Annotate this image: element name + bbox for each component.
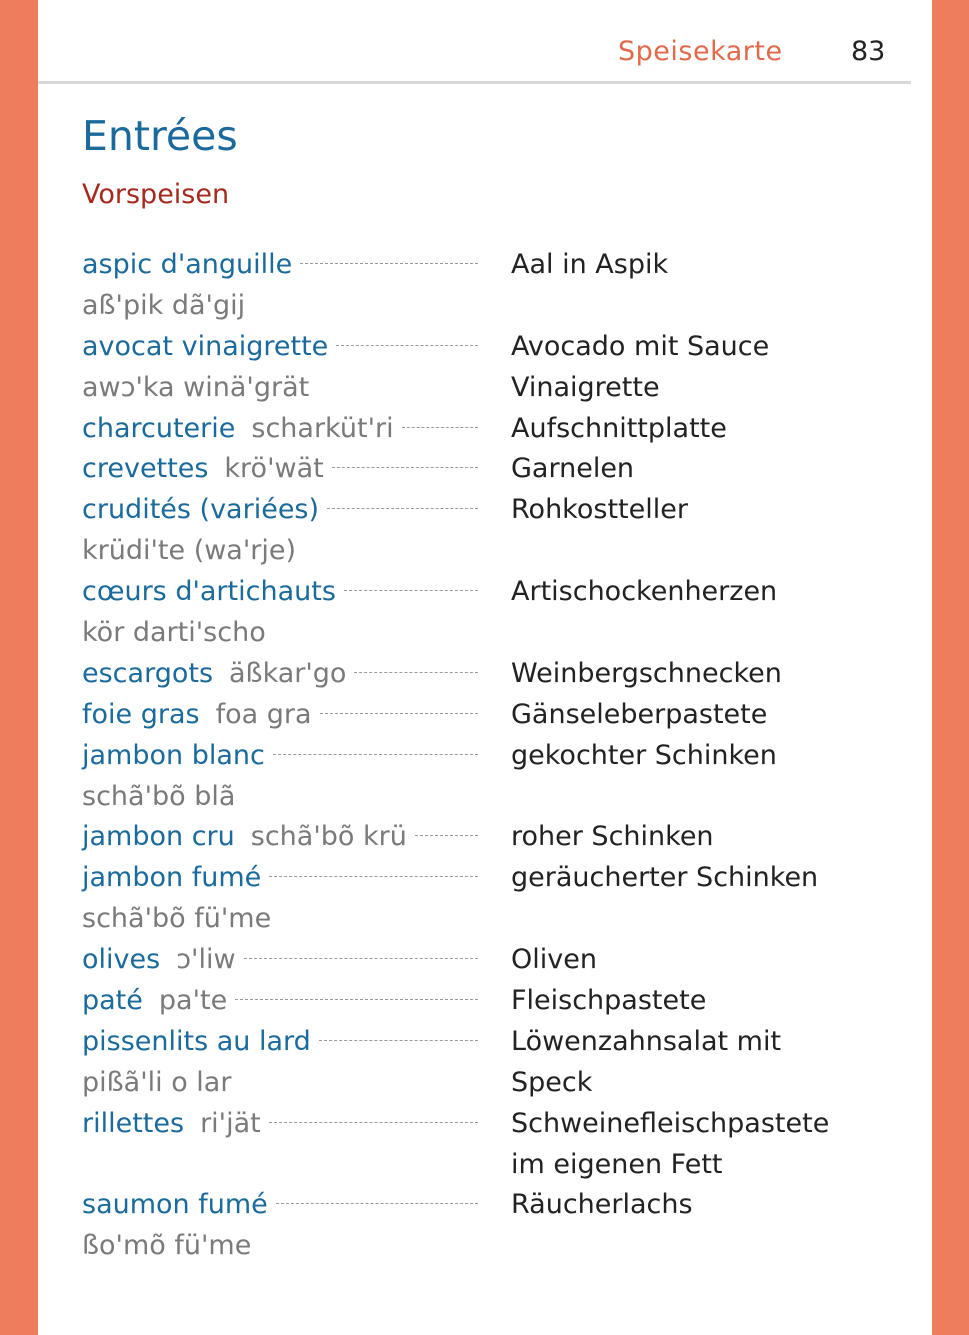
dish-translation: Räucherlachs [511, 1189, 693, 1221]
dish-translation: Vinaigrette [511, 371, 660, 403]
menu-row [82, 613, 882, 654]
menu-row-left [82, 1226, 478, 1267]
menu-row-left [82, 409, 478, 450]
dish-translation: Rohkostteller [511, 494, 688, 526]
menu-row [82, 286, 882, 327]
dish-translation: Speck [511, 1066, 593, 1098]
running-header-section: Speisekarte [618, 36, 783, 67]
dot-leader [327, 507, 478, 509]
dot-leader [244, 957, 478, 959]
dish-pronunciation: schã'bõ krü [250, 821, 407, 853]
dot-leader [276, 1202, 478, 1204]
dish-pronunciation: ßo'mõ fü'me [82, 1230, 252, 1262]
menu-row-left [82, 449, 478, 490]
menu-row [82, 1063, 882, 1104]
page-number: 83 [851, 36, 886, 67]
dish-term: charcuterie [82, 412, 236, 444]
dish-term: cœurs d'artichauts [82, 576, 336, 608]
menu-row [82, 449, 882, 490]
dish-term: aspic d'anguille [82, 249, 293, 280]
menu-row [82, 368, 882, 409]
menu-row [82, 490, 882, 531]
dish-translation: Aufschnittplatte [511, 412, 727, 444]
menu-row [82, 531, 882, 572]
dish-translation: roher Schinken [511, 821, 714, 853]
menu-row [82, 695, 882, 736]
dish-translation: im eigenen Fett [511, 1148, 723, 1180]
menu-row-left [82, 1063, 478, 1104]
dish-term: escargots [82, 657, 214, 689]
menu-row-left [82, 572, 478, 613]
dish-translation: gekochter Schinken [511, 739, 777, 771]
dish-term: saumon fumé [82, 1189, 268, 1221]
menu-row-left [82, 981, 478, 1022]
dish-term: avocat vinaigrette [82, 330, 329, 362]
dish-pronunciation: äßkar'go [229, 657, 347, 689]
dish-term: foie gras [82, 698, 200, 730]
menu-row [82, 1022, 882, 1063]
dish-pronunciation: schã'bõ fü'me [82, 903, 272, 935]
menu-row [82, 858, 882, 899]
dish-pronunciation: krüdi'te (wa'rje) [82, 535, 297, 567]
menu-row-left [82, 736, 478, 777]
menu-row-left [82, 327, 478, 368]
dish-translation: Schweinefleischpastete [511, 1107, 830, 1139]
dish-translation: geräucherter Schinken [511, 862, 819, 894]
menu-row [82, 940, 882, 981]
dot-leader [273, 753, 478, 755]
left-page-edge [0, 0, 38, 1335]
dot-leader [402, 426, 478, 428]
menu-row [82, 899, 882, 940]
dish-pronunciation: aß'pik dã'gij [82, 289, 246, 321]
dish-translation: Gänseleberpastete [511, 698, 768, 730]
dot-leader [336, 344, 478, 346]
menu-row-left [82, 695, 478, 736]
menu-row [82, 572, 882, 613]
dish-pronunciation: schã'bõ blã [82, 780, 236, 812]
dot-leader [344, 589, 478, 591]
menu-row-left [82, 286, 478, 327]
dot-leader [415, 834, 478, 836]
menu-row [82, 327, 882, 368]
dish-term: crevettes [82, 453, 209, 485]
dish-translation: Weinbergschnecken [511, 657, 782, 689]
menu-row-left [82, 654, 478, 695]
dish-translation: Fleischpastete [511, 985, 707, 1017]
dish-pronunciation: pa'te [158, 985, 228, 1017]
dish-term: crudités (variées) [82, 494, 320, 526]
dish-term: paté [82, 985, 143, 1017]
menu-row [82, 1104, 882, 1145]
dot-leader [269, 875, 478, 877]
dot-leader [320, 712, 478, 714]
dish-pronunciation: krö'wät [224, 453, 324, 485]
menu-row [82, 654, 882, 695]
dish-term: pissenlits au lard [82, 1025, 311, 1057]
dish-translation: Artischockenherzen [511, 576, 778, 608]
dot-leader [235, 998, 478, 1000]
menu-row [82, 1185, 882, 1226]
dish-pronunciation: awɔ'ka winä'grät [82, 371, 310, 403]
dish-pronunciation: pißã'li o lar [82, 1066, 232, 1098]
dish-term: jambon fumé [82, 862, 262, 894]
dish-translation: Löwenzahnsalat mit [511, 1025, 782, 1057]
menu-row-left [82, 368, 478, 409]
dish-term: jambon blanc [82, 739, 265, 771]
menu-row-left [82, 1022, 478, 1063]
menu-row-left [82, 1185, 478, 1226]
page-title: Entrées [82, 112, 238, 160]
menu-row [82, 409, 882, 450]
menu-row-left [82, 245, 478, 286]
dish-translation: Oliven [511, 944, 597, 976]
dish-translation: Avocado mit Sauce [511, 330, 770, 362]
dish-pronunciation: kör darti'scho [82, 617, 266, 649]
menu-row [82, 777, 882, 818]
menu-row-left [82, 858, 478, 899]
dish-translation: Garnelen [511, 453, 635, 485]
dish-translation: Aal in Aspik [511, 249, 669, 280]
page-subtitle: Vorspeisen [82, 179, 230, 210]
dish-pronunciation: scharküt'ri [251, 412, 394, 444]
menu-row [82, 245, 882, 286]
menu-row [82, 1145, 882, 1186]
dot-leader [269, 1121, 478, 1123]
menu-row-left [82, 777, 478, 818]
dish-pronunciation: foa gra [215, 698, 312, 730]
dot-leader [300, 262, 478, 264]
dish-term: olives [82, 944, 161, 976]
menu-row-left [82, 817, 478, 858]
dish-term: rillettes [82, 1107, 185, 1139]
menu-row-left [82, 1104, 478, 1145]
menu-row-left [82, 899, 478, 940]
menu-row [82, 817, 882, 858]
dish-pronunciation: ɔ'liw [176, 944, 236, 976]
dish-pronunciation: ri'jät [200, 1107, 261, 1139]
right-page-edge [932, 0, 969, 1335]
dot-leader [354, 671, 478, 673]
menu-row-left [82, 613, 478, 654]
menu-row [82, 1226, 882, 1267]
dot-leader [332, 466, 478, 468]
dish-term: jambon cru [82, 821, 235, 853]
menu-list [82, 245, 882, 1267]
menu-row [82, 736, 882, 777]
header-divider [38, 81, 911, 84]
menu-row-left [82, 940, 478, 981]
menu-row [82, 981, 882, 1022]
menu-row-left [82, 490, 478, 531]
menu-row-left [82, 531, 478, 572]
dot-leader [319, 1039, 478, 1041]
